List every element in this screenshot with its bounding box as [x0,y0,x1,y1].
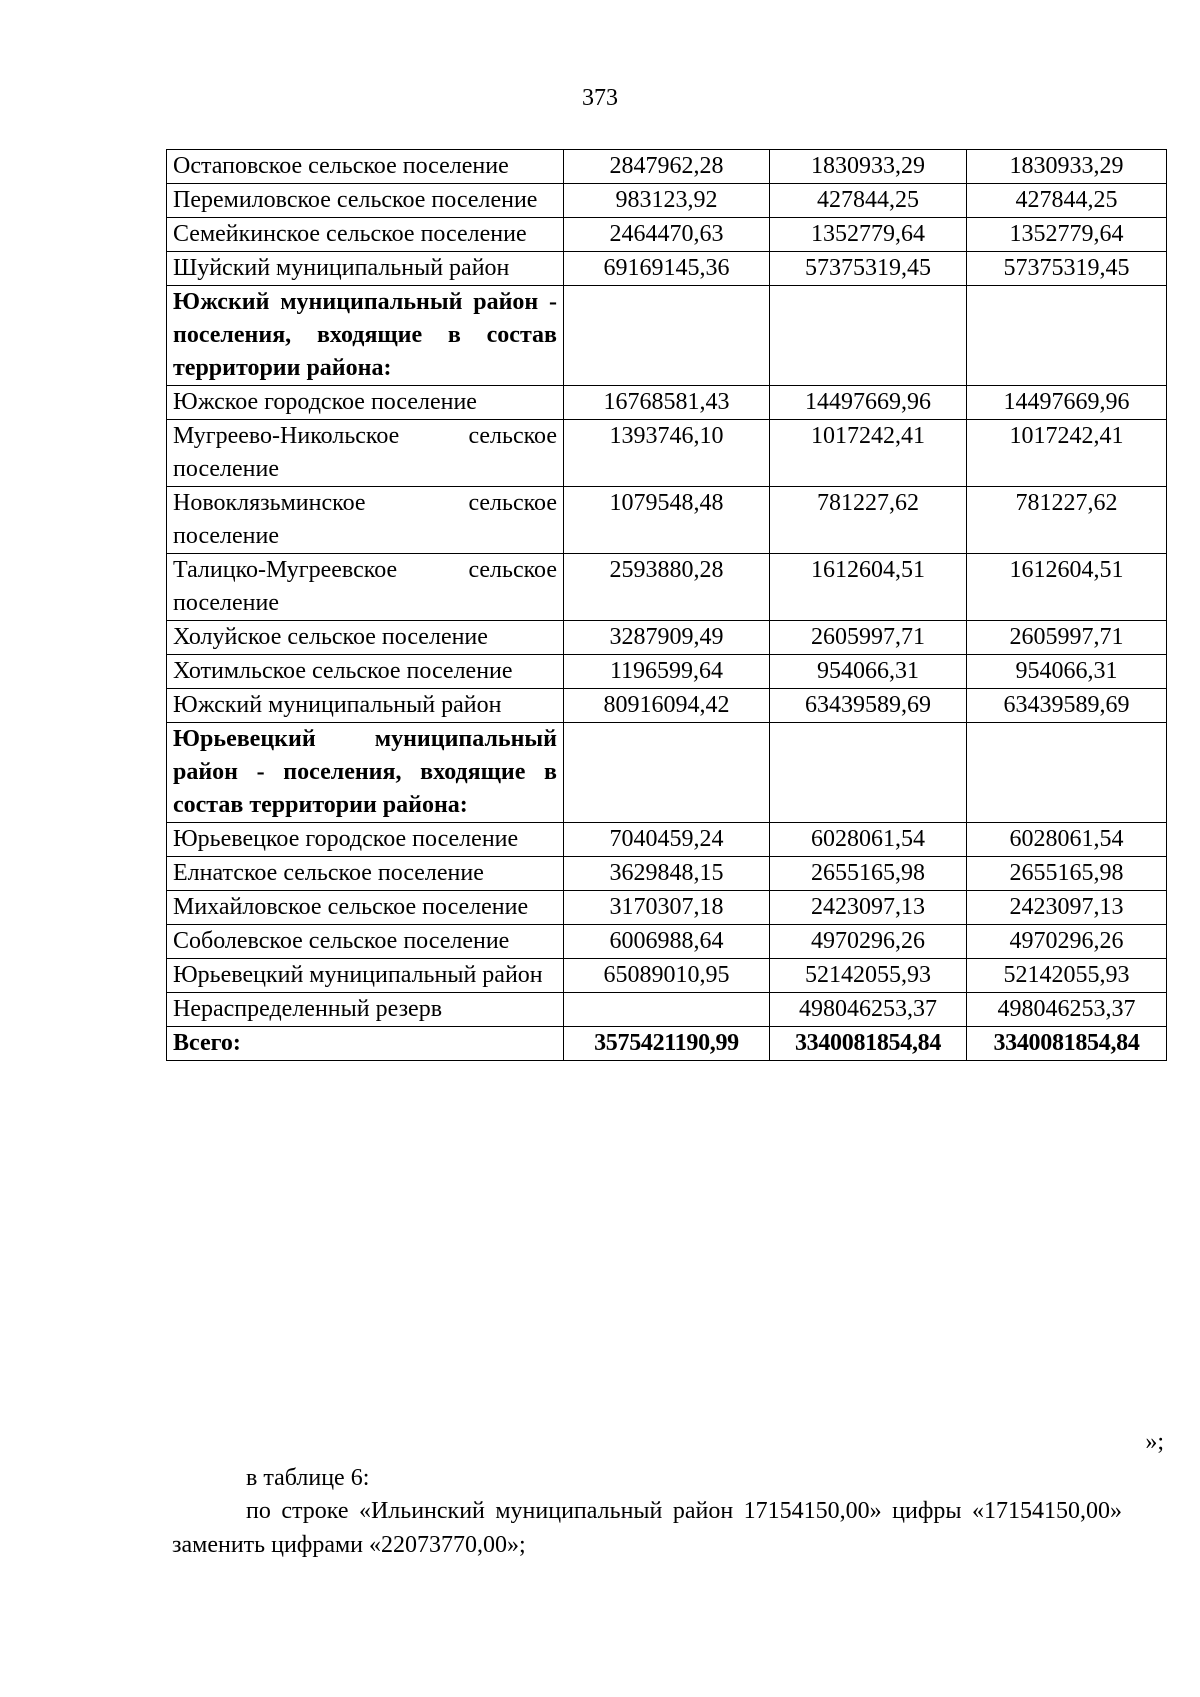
row-value-2-cell: 1017242,41 [770,420,967,487]
row-value-2-cell: 781227,62 [770,487,967,554]
row-name-cell: Всего: [167,1027,564,1061]
row-value-1-cell: 1079548,48 [564,487,770,554]
table-section-row [167,286,1167,386]
paragraph-replacement-instruction: по строке «Ильинский муниципальный район 17154150,00» цифры «17154150,00» заменить цифрами «22073770,00»; [172,1498,1122,1558]
row-value-3-cell: 1612604,51 [967,554,1167,621]
closing-quote: »; [1145,1429,1164,1455]
row-value-3-cell: 427844,25 [967,184,1167,218]
row-value-2-cell [770,286,967,386]
row-value-1-cell: 1393746,10 [564,420,770,487]
table-row [167,150,1167,184]
row-name-cell: Юрьевецкий муниципальный район [167,959,564,993]
row-value-1-cell: 7040459,24 [564,823,770,857]
row-value-1-cell: 2847962,28 [564,150,770,184]
row-value-1-cell [564,723,770,823]
row-value-1-cell: 6006988,64 [564,925,770,959]
row-value-3-cell: 1017242,41 [967,420,1167,487]
budget-table [166,149,1167,1061]
row-value-3-cell: 1830933,29 [967,150,1167,184]
row-value-3-cell [967,723,1167,823]
table-row [167,420,1167,487]
row-name-cell: Холуйское сельское поселение [167,621,564,655]
table-row [167,184,1167,218]
row-name-cell: Остаповское сельское поселение [167,150,564,184]
row-value-3-cell: 2655165,98 [967,857,1167,891]
row-value-1-cell [564,286,770,386]
row-value-1-cell [564,993,770,1027]
budget-table-body [167,150,1167,1061]
table-row [167,487,1167,554]
row-name-cell: Хотимльское сельское поселение [167,655,564,689]
row-value-1-cell: 69169145,36 [564,252,770,286]
row-value-3-cell [967,286,1167,386]
row-value-2-cell: 57375319,45 [770,252,967,286]
row-value-1-cell: 2593880,28 [564,554,770,621]
row-value-1-cell: 2464470,63 [564,218,770,252]
table-row [167,925,1167,959]
row-name-cell: Елнатское сельское поселение [167,857,564,891]
row-value-1-cell: 983123,92 [564,184,770,218]
table-row [167,993,1167,1027]
row-value-2-cell: 2655165,98 [770,857,967,891]
table-total-row [167,1027,1167,1061]
row-value-3-cell: 3340081854,84 [967,1027,1167,1061]
table-row [167,959,1167,993]
table-section-row [167,723,1167,823]
row-value-1-cell: 80916094,42 [564,689,770,723]
row-value-3-cell: 2605997,71 [967,621,1167,655]
row-value-1-cell: 65089010,95 [564,959,770,993]
page-number: 373 [582,85,618,111]
table-row [167,891,1167,925]
table-row [167,655,1167,689]
table-row [167,823,1167,857]
table-row [167,386,1167,420]
row-value-1-cell: 3287909,49 [564,621,770,655]
row-value-2-cell: 954066,31 [770,655,967,689]
row-value-3-cell: 498046253,37 [967,993,1167,1027]
row-name-cell: Семейкинское сельское поселение [167,218,564,252]
row-value-2-cell: 498046253,37 [770,993,967,1027]
row-value-2-cell: 2423097,13 [770,891,967,925]
row-value-2-cell: 14497669,96 [770,386,967,420]
row-name-cell: Михайловское сельское поселение [167,891,564,925]
row-value-2-cell: 4970296,26 [770,925,967,959]
table-row [167,554,1167,621]
row-name-cell: Нераспределенный резерв [167,993,564,1027]
row-value-2-cell: 3340081854,84 [770,1027,967,1061]
row-name-cell: Талицко-Мугреевское сельское поселение [167,554,564,621]
row-name-cell: Мугреево-Никольское сельское поселение [167,420,564,487]
row-name-cell: Юрьевецкий муниципальный район - поселения, входящие в состав территории района: [167,723,564,823]
row-value-1-cell: 3170307,18 [564,891,770,925]
row-value-3-cell: 954066,31 [967,655,1167,689]
table-row [167,218,1167,252]
row-value-2-cell: 1352779,64 [770,218,967,252]
row-value-3-cell: 57375319,45 [967,252,1167,286]
paragraph-table-6: в таблице 6: [246,1465,370,1491]
row-value-2-cell: 52142055,93 [770,959,967,993]
row-value-2-cell: 6028061,54 [770,823,967,857]
table-row [167,689,1167,723]
row-value-3-cell: 14497669,96 [967,386,1167,420]
table-row [167,621,1167,655]
row-value-2-cell: 1830933,29 [770,150,967,184]
row-name-cell: Шуйский муниципальный район [167,252,564,286]
row-name-cell: Южский муниципальный район [167,689,564,723]
row-value-2-cell: 63439589,69 [770,689,967,723]
row-name-cell: Южский муниципальный район - поселения, входящие в состав территории района: [167,286,564,386]
row-value-2-cell [770,723,967,823]
row-value-1-cell: 1196599,64 [564,655,770,689]
table-row [167,857,1167,891]
row-name-cell: Юрьевецкое городское поселение [167,823,564,857]
row-name-cell: Соболевское сельское поселение [167,925,564,959]
row-name-cell: Новоклязьминское сельское поселение [167,487,564,554]
table-row [167,252,1167,286]
row-value-3-cell: 781227,62 [967,487,1167,554]
row-value-3-cell: 1352779,64 [967,218,1167,252]
row-value-2-cell: 2605997,71 [770,621,967,655]
row-value-1-cell: 16768581,43 [564,386,770,420]
row-value-3-cell: 4970296,26 [967,925,1167,959]
row-value-1-cell: 3629848,15 [564,857,770,891]
row-value-1-cell: 3575421190,99 [564,1027,770,1061]
row-value-2-cell: 1612604,51 [770,554,967,621]
row-value-3-cell: 52142055,93 [967,959,1167,993]
row-name-cell: Перемиловское сельское поселение [167,184,564,218]
row-name-cell: Южское городское поселение [167,386,564,420]
row-value-3-cell: 63439589,69 [967,689,1167,723]
row-value-3-cell: 6028061,54 [967,823,1167,857]
row-value-2-cell: 427844,25 [770,184,967,218]
row-value-3-cell: 2423097,13 [967,891,1167,925]
